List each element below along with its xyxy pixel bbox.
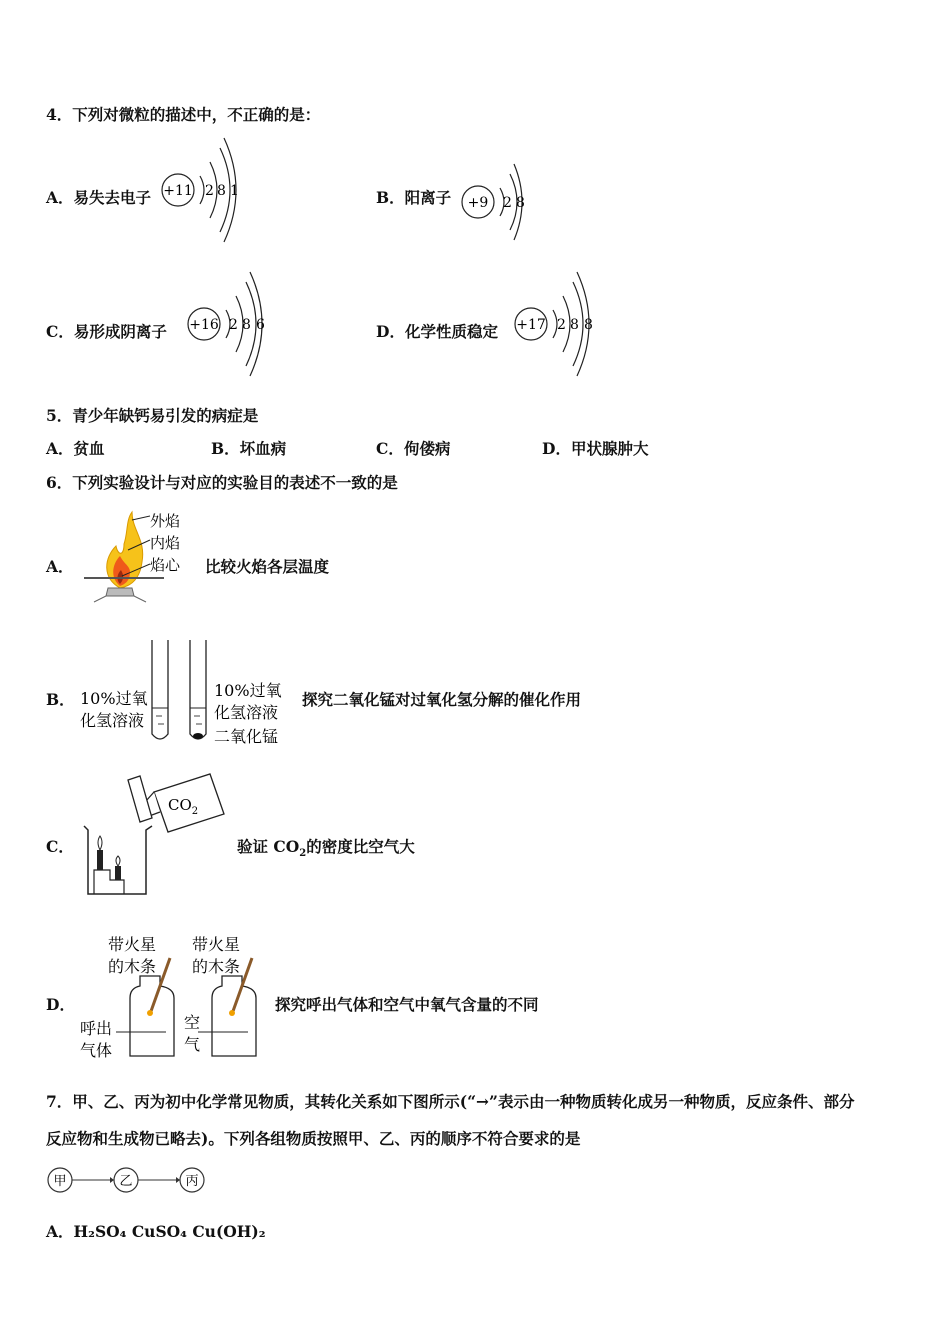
- q5-option-c: C．佝偻病: [376, 439, 451, 458]
- transformation-diagram: [44, 1164, 210, 1196]
- purpose-prefix: 验证 CO: [237, 837, 300, 856]
- shell-count: 1: [230, 183, 239, 199]
- shell-count: 8: [584, 317, 593, 333]
- nucleus-label: +9: [467, 195, 489, 211]
- test-tubes-figure: [78, 638, 296, 750]
- stick-label: 的木条: [108, 957, 157, 976]
- q4-option-d-label: D．化学性质稳定: [376, 322, 498, 341]
- q6-option-c-letter: C．: [46, 837, 74, 856]
- q5-option-b: B．坏血病: [211, 439, 287, 458]
- shell-count: 8: [570, 317, 579, 333]
- node-jia: 甲: [53, 1174, 67, 1189]
- stick-label: 带火星: [108, 935, 157, 954]
- q5-stem: 5．青少年缺钙易引发的病症是: [46, 406, 259, 425]
- q5-option-d: D．甲状腺肿大: [542, 439, 649, 458]
- right-tube-label: 化氢溶液: [214, 703, 279, 722]
- atom-diagram-b: [458, 160, 528, 244]
- q7-option-a-prefix: A．: [46, 1222, 74, 1241]
- q6-option-b-purpose: 探究二氧化锰对过氧化氢分解的催化作用: [302, 690, 582, 709]
- shell-count: 2: [557, 317, 566, 333]
- q5-option-a: A．贫血: [46, 439, 105, 458]
- purpose-sub: 2: [299, 848, 307, 860]
- purpose-suffix: 的密度比空气大: [306, 837, 415, 856]
- q6-stem: 6．下列实验设计与对应的实验目的表述不一致的是: [46, 473, 398, 492]
- shell-count: 2: [503, 195, 512, 211]
- q6-option-b-letter: B．: [46, 690, 75, 709]
- co2-beaker-figure: [80, 770, 230, 902]
- right-gas-label: 气: [184, 1035, 201, 1054]
- q4-option-a-label: A．易失去电子: [46, 188, 152, 207]
- flame-inner-label: 内焰: [150, 534, 181, 552]
- nucleus-label: +16: [189, 317, 219, 333]
- flame-core-label: 焰心: [150, 556, 181, 574]
- shell-count: 8: [516, 195, 525, 211]
- q7-stem-line2: 反应物和生成物已略去)。下列各组物质按照甲、乙、丙的顺序不符合要求的是: [46, 1129, 581, 1148]
- node-yi: 乙: [119, 1174, 133, 1189]
- left-gas-label: 气体: [80, 1041, 113, 1060]
- right-tube-label: 10%过氧: [214, 681, 282, 700]
- q4-option-c-label: C．易形成阴离子: [46, 322, 167, 341]
- q6-option-a-purpose: 比较火焰各层温度: [205, 557, 330, 576]
- q7-stem-line1: 7．甲、乙、丙为初中化学常见物质，其转化关系如下图所示(“→”表示由一种物质转化成另一种物质，反应条件、部分: [46, 1092, 855, 1111]
- right-tube-label: 二氧化锰: [214, 727, 279, 746]
- q7-option-a: [46, 1220, 266, 1242]
- stick-label: 的木条: [192, 957, 241, 976]
- nucleus-label: +11: [163, 183, 193, 199]
- left-tube-label: 化氢溶液: [80, 711, 145, 730]
- gas-bottles-figure: [78, 930, 270, 1062]
- atom-diagram-a: [158, 134, 248, 246]
- q7-option-a-formula: H₂SO₄ CuSO₄ Cu(OH)₂: [73, 1222, 266, 1241]
- left-tube-label: 10%过氧: [80, 689, 148, 708]
- q6-option-a-letter: A．: [46, 557, 74, 576]
- nucleus-label: +17: [516, 317, 546, 333]
- atom-diagram-c: [184, 268, 274, 380]
- q6-option-d-letter: D．: [46, 995, 75, 1014]
- q4-option-b-label: B．阳离子: [376, 188, 452, 207]
- right-gas-label: 空: [184, 1013, 201, 1032]
- q6-option-c-purpose: [237, 835, 415, 859]
- atom-diagram-d: [511, 268, 601, 380]
- stick-label: 带火星: [192, 935, 241, 954]
- q4-stem: 4．下列对微粒的描述中，不正确的是：: [46, 105, 321, 124]
- flame-outer-label: 外焰: [150, 512, 181, 530]
- shell-count: 2: [205, 183, 214, 199]
- shell-count: 6: [256, 317, 265, 333]
- node-bing: 丙: [185, 1174, 199, 1189]
- shell-count: 8: [242, 317, 251, 333]
- shell-count: 2: [229, 317, 238, 333]
- q6-option-d-purpose: 探究呼出气体和空气中氧气含量的不同: [275, 995, 539, 1014]
- shell-count: 8: [217, 183, 226, 199]
- candle-flame-figure: [80, 506, 192, 606]
- co2-bottle-label: $CO_2$: [168, 796, 199, 817]
- left-gas-label: 呼出: [80, 1019, 113, 1038]
